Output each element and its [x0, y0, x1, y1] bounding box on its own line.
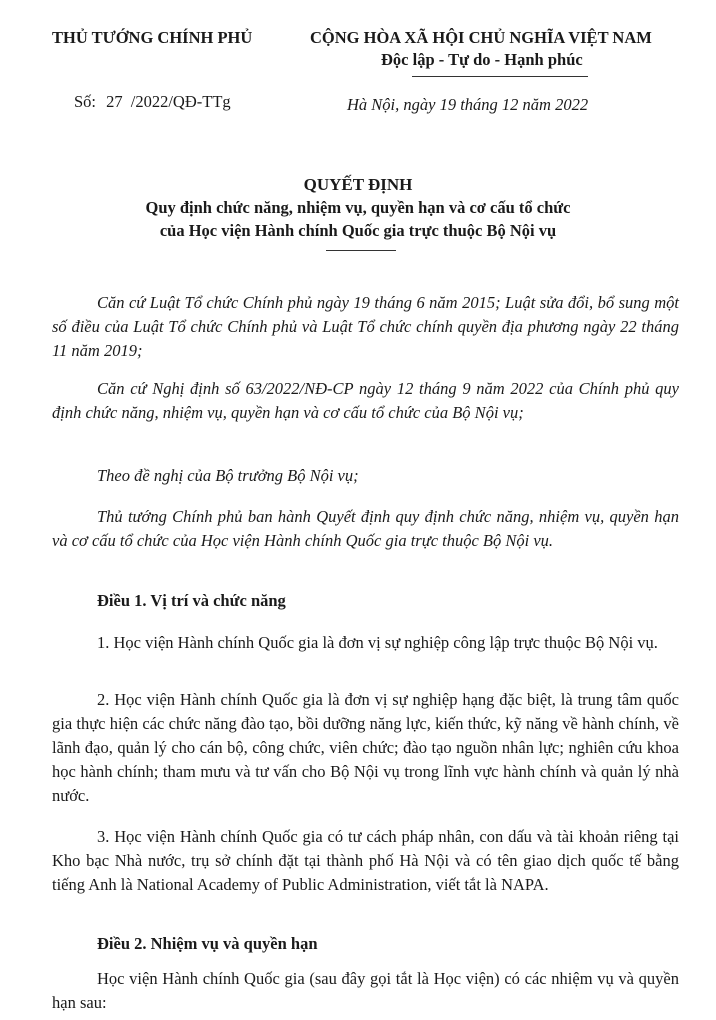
number-suffix: /2022/QĐ-TTg [130, 92, 231, 111]
title-line-2: của Học viện Hành chính Quốc gia trực thuộc Bộ Nội vụ [159, 221, 557, 240]
number-prefix: Số: [74, 92, 97, 111]
article-1-clause-2: 2. Học viện Hành chính Quốc gia là đơn vị sự nghiệp hạng đặc biệt, là trung tâm quốc gia thực hiện các chức năng đào tạo, bồi dưỡng năng lực, kiến thức, kỹ năng về hành chính, về lãnh đạo, quản lý cho cán bộ, công chức, viên chức; đào tạo nguồn nhân lực; nghiên cứu khoa học hành chính; tham mưu và tư vấn cho Bộ Nội vụ trong lĩnh vực hành chính và quản lý nhà nước. [52, 690, 679, 805]
issuing-agency: THỦ TƯỚNG CHÍNH PHỦ [52, 28, 253, 47]
document-number [74, 92, 231, 112]
article-1-heading: Điều 1. Vị trí và chức năng [97, 591, 286, 610]
motto-underline [412, 76, 588, 77]
document-type-heading: QUYẾT ĐỊNH [303, 175, 413, 194]
article-1-clause-1: 1. Học viện Hành chính Quốc gia là đơn vị sự nghiệp công lập trực thuộc Bộ Nội vụ. [97, 633, 658, 652]
title-line-1: Quy định chức năng, nhiệm vụ, quyền hạn và cơ cấu tổ chức [145, 198, 571, 217]
country-name: CỘNG HÒA XÃ HỘI CHỦ NGHĨA VIỆT NAM [310, 28, 652, 47]
place-date: Hà Nội, ngày 19 tháng 12 năm 2022 [347, 95, 589, 114]
number-value: 27 [106, 92, 123, 111]
preamble-paragraph-3: Theo đề nghị của Bộ trưởng Bộ Nội vụ; [97, 466, 359, 485]
title-underline [326, 250, 396, 251]
national-motto: Độc lập - Tự do - Hạnh phúc [381, 50, 583, 69]
preamble-paragraph-4: Thủ tướng Chính phủ ban hành Quyết định quy định chức năng, nhiệm vụ, quyền hạn và cơ cấu tổ chức của Học viện Hành chính Quốc gia trực thuộc Bộ Nội vụ. [52, 507, 679, 550]
article-1-clause-3: 3. Học viện Hành chính Quốc gia có tư cách pháp nhân, con dấu và tài khoản riêng tại Kho bạc Nhà nước, trụ sở chính đặt tại thành phố Hà Nội và có tên giao dịch quốc tế bằng tiếng Anh là National Academy of Public Administration, viết tắt là NAPA. [52, 827, 679, 894]
article-2-intro: Học viện Hành chính Quốc gia (sau đây gọi tắt là Học viện) có các nhiệm vụ và quyền hạn sau: [52, 969, 679, 1012]
article-2-heading: Điều 2. Nhiệm vụ và quyền hạn [97, 934, 318, 953]
preamble-paragraph-1: Căn cứ Luật Tổ chức Chính phủ ngày 19 tháng 6 năm 2015; Luật sửa đổi, bổ sung một số điều của Luật Tổ chức Chính phủ và Luật Tổ chức chính quyền địa phương ngày 22 tháng 11 năm 2019; [52, 293, 679, 360]
preamble-paragraph-2: Căn cứ Nghị định số 63/2022/NĐ-CP ngày 12 tháng 9 năm 2022 của Chính phủ quy định chức năng, nhiệm vụ, quyền hạn và cơ cấu tổ chức của Bộ Nội vụ; [52, 379, 679, 422]
